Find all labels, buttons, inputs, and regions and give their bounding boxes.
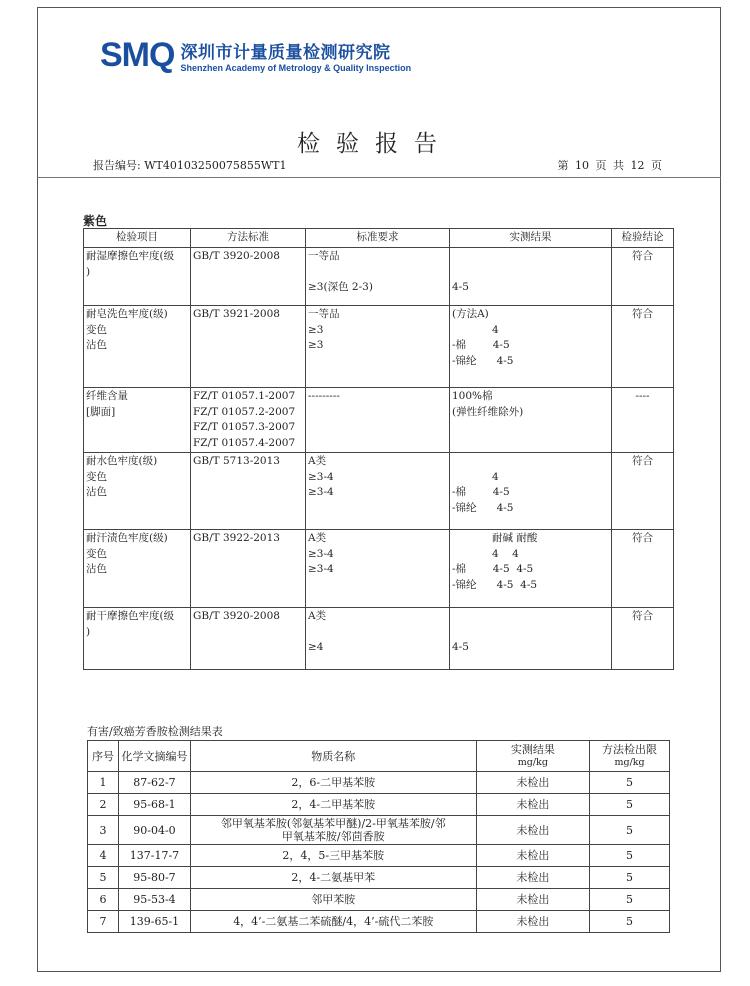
test-item-cell: 纤维含量 [脚面] — [84, 388, 191, 453]
detection-limit-cell: 5 — [590, 911, 670, 933]
detection-limit-cell: 5 — [590, 772, 670, 794]
detection-limit-cell: 5 — [590, 794, 670, 816]
table-row — [84, 530, 674, 608]
substance-name-cell: 2，4，5-三甲基苯胺 — [190, 845, 476, 867]
requirement-cell: --------- — [306, 388, 450, 453]
row-number-cell: 4 — [88, 845, 119, 867]
measured-result-cell: 未检出 — [476, 794, 590, 816]
column-header: 标准要求 — [306, 229, 450, 248]
amine-table-title: 有害/致癌芳香胺检测结果表 — [87, 725, 223, 738]
result-cell: 耐碱 耐酸 4 4 -棉 4-5 4-5 -锦纶 4-5 4-5 — [450, 530, 612, 608]
conclusion-cell: 符合 — [612, 453, 674, 530]
detection-limit-cell: 5 — [590, 867, 670, 889]
header-divider — [37, 177, 721, 178]
result-cell: 4-5 — [450, 248, 612, 306]
unit-label: mg/kg — [517, 757, 548, 768]
page-number: 第 10 页 共 12 页 — [557, 159, 662, 172]
test-results-table — [83, 228, 674, 670]
test-item-cell: 耐湿摩擦色牢度(级 ) — [84, 248, 191, 306]
result-cell: 4-5 — [450, 608, 612, 670]
org-name-en: Shenzhen Academy of Metrology & Quality Inspection — [180, 63, 412, 73]
table-row — [88, 867, 670, 889]
cas-number-cell: 139-65-1 — [118, 911, 190, 933]
amine-results-table — [87, 740, 670, 933]
conclusion-cell: ---- — [612, 388, 674, 453]
test-item-cell: 耐汗渍色牢度(级) 变色 沾色 — [84, 530, 191, 608]
method-cell: GB/T 5713-2013 — [191, 453, 306, 530]
table-row — [84, 388, 674, 453]
table-row — [88, 911, 670, 933]
requirement-cell: A类 ≥3-4 ≥3-4 — [306, 453, 450, 530]
column-header: 实测结果 — [450, 229, 612, 248]
measured-result-cell: 未检出 — [476, 816, 590, 845]
sample-color-label: 紫色 — [83, 214, 108, 228]
table-row — [84, 306, 674, 388]
substance-name-cell: 4，4’-二氨基二苯硫醚/4，4’-硫代二苯胺 — [190, 911, 476, 933]
conclusion-cell: 符合 — [612, 608, 674, 670]
cas-number-cell: 90-04-0 — [118, 816, 190, 845]
method-cell: GB/T 3921-2008 — [191, 306, 306, 388]
logo-mark: SMQ — [100, 36, 175, 74]
column-header: 物质名称 — [190, 741, 476, 772]
cas-number-cell: 137-17-7 — [118, 845, 190, 867]
org-name-cn: 深圳市计量质量检测研究院 — [180, 43, 391, 62]
detection-limit-cell: 5 — [590, 816, 670, 845]
measured-result-cell: 未检出 — [476, 911, 590, 933]
row-number-cell: 7 — [88, 911, 119, 933]
result-cell: 100%棉 (弹性纤维除外) — [450, 388, 612, 453]
report-number: 报告编号: WT40103250075855WT1 — [93, 159, 287, 172]
measured-result-cell: 未检出 — [476, 772, 590, 794]
column-header — [476, 741, 590, 772]
test-item-cell: 耐水色牢度(级) 变色 沾色 — [84, 453, 191, 530]
substance-name-cell: 邻甲苯胺 — [190, 889, 476, 911]
table-row — [88, 889, 670, 911]
table-row — [88, 845, 670, 867]
result-cell: 4 -棉 4-5 -锦纶 4-5 — [450, 453, 612, 530]
column-header-label: 方法检出限 — [602, 743, 658, 756]
table-row — [88, 772, 670, 794]
substance-name-cell: 邻甲氧基苯胺(邻氨基苯甲醚)/2-甲氧基苯胺/邻 甲氧基苯胺/邻茴香胺 — [190, 816, 476, 845]
detection-limit-cell: 5 — [590, 845, 670, 867]
table-row — [88, 816, 670, 845]
column-header: 方法标准 — [191, 229, 306, 248]
method-cell: FZ/T 01057.1-2007 FZ/T 01057.2-2007 FZ/T 01057.3-2007 FZ/T 01057.4-2007 — [191, 388, 306, 453]
method-cell: GB/T 3922-2013 — [191, 530, 306, 608]
requirement-cell: A类 ≥3-4 ≥3-4 — [306, 530, 450, 608]
row-number-cell: 1 — [88, 772, 119, 794]
table-header-row — [84, 229, 674, 248]
cas-number-cell: 95-53-4 — [118, 889, 190, 911]
org-logo — [100, 36, 411, 75]
requirement-cell: 一等品 ≥3(深色 2-3) — [306, 248, 450, 306]
column-header: 检验结论 — [612, 229, 674, 248]
requirement-cell: 一等品 ≥3 ≥3 — [306, 306, 450, 388]
measured-result-cell: 未检出 — [476, 867, 590, 889]
measured-result-cell: 未检出 — [476, 845, 590, 867]
conclusion-cell: 符合 — [612, 530, 674, 608]
cas-number-cell: 95-80-7 — [118, 867, 190, 889]
detection-limit-cell: 5 — [590, 889, 670, 911]
table-row — [84, 453, 674, 530]
column-header-label: 实测结果 — [510, 743, 555, 756]
column-header — [590, 741, 670, 772]
row-number-cell: 3 — [88, 816, 119, 845]
red-stamp-mark — [706, 600, 720, 730]
unit-label: mg/kg — [614, 757, 645, 768]
substance-name-cell: 2，4-二氨基甲苯 — [190, 867, 476, 889]
column-header: 序号 — [88, 741, 119, 772]
test-item-cell: 耐皂洗色牢度(级) 变色 沾色 — [84, 306, 191, 388]
column-header: 检验项目 — [84, 229, 191, 248]
requirement-cell: A类 ≥4 — [306, 608, 450, 670]
measured-result-cell: 未检出 — [476, 889, 590, 911]
conclusion-cell: 符合 — [612, 248, 674, 306]
result-cell: (方法A) 4 -棉 4-5 -锦纶 4-5 — [450, 306, 612, 388]
conclusion-cell: 符合 — [612, 306, 674, 388]
table-row — [88, 794, 670, 816]
table-row — [84, 608, 674, 670]
row-number-cell: 2 — [88, 794, 119, 816]
method-cell: GB/T 3920-2008 — [191, 608, 306, 670]
substance-name-cell: 2，4-二甲基苯胺 — [190, 794, 476, 816]
substance-name-cell: 2，6-二甲基苯胺 — [190, 772, 476, 794]
row-number-cell: 5 — [88, 867, 119, 889]
row-number-cell: 6 — [88, 889, 119, 911]
test-item-cell: 耐干摩擦色牢度(级 ) — [84, 608, 191, 670]
table-header-row — [88, 741, 670, 772]
column-header: 化学文摘编号 — [118, 741, 190, 772]
cas-number-cell: 95-68-1 — [118, 794, 190, 816]
cas-number-cell: 87-62-7 — [118, 772, 190, 794]
page-title: 检验报告 — [297, 131, 453, 157]
method-cell: GB/T 3920-2008 — [191, 248, 306, 306]
table-row — [84, 248, 674, 306]
